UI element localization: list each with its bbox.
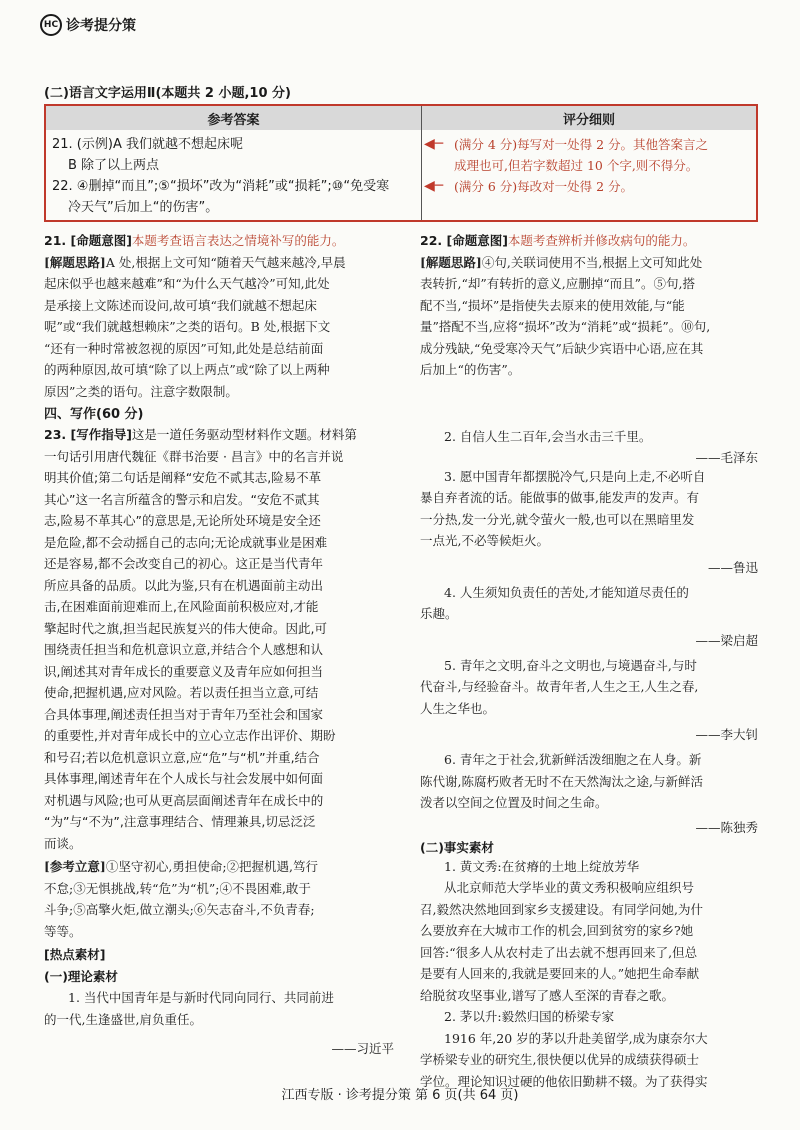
text-line: 其心”这一名言所蕴含的警示和启发。“安危不贰其 (44, 491, 320, 507)
guide-text (44, 424, 394, 854)
arrow-left-icon: ◀─ (424, 136, 444, 152)
answer-table (44, 104, 758, 222)
text-line: 斗争;⑤高擎火炬,做立潮头;⑥矢志奋斗,不负青春; (44, 902, 315, 917)
fact-1-title: 1. 黄文秀:在贫瘠的土地上绽放芳华 (444, 858, 640, 874)
fact-label: (二)事实素材 (420, 839, 494, 855)
text-line: 4. 人生须知负责任的苦处,才能知道尽责任的 (444, 584, 689, 600)
text-line: 回答:“很多人从农村走了出去就不想再回来了,但总 (420, 944, 698, 960)
text-line: 具体事理,阐述青年在个人成长与社会发展中如何面 (44, 771, 323, 786)
text-line: 1. 当代中国青年是与新时代同向同行、共同前进 (68, 990, 334, 1005)
text-line: 学位。理论知识过硬的他依旧勤耕不辍。为了获得实 (420, 1073, 708, 1089)
text-line: 后加上“的伤害”。 (420, 362, 521, 377)
quote-6 (420, 749, 758, 814)
text-line: “还有一种时常被忽视的原因”可知,此处是总结前面 (44, 340, 324, 356)
answer-column-header: 参考答案 (46, 106, 421, 130)
text-line: 围绕责任担当和危机意识立意,并结合个人感想和认 (44, 642, 323, 657)
text-line: [解题思路]A 处,根据上文可知“随着天气越来越冷,早晨 (44, 254, 346, 270)
text-line: 的两种原因,故可填“除了以上两点”或“除了以上两种 (44, 362, 330, 377)
inline-label: [解题思路] (44, 254, 106, 270)
text-line: [参考立意]①坚守初心,勇担使命;②把握机遇,笃行 (44, 859, 319, 874)
writing-section-title: 四、写作(60 分) (44, 407, 144, 422)
brand-logo-icon: HC (40, 14, 62, 36)
quote-5-author: ——李大钊 (695, 727, 758, 742)
text-line: 是要有人回来的,我就是要回来的人。”她把生命奉献 (420, 966, 700, 981)
text-line: 配不当,“损坏”是指使失去原来的使用效能,与“能 (420, 297, 685, 313)
quote-1-author: ——习近平 (331, 1041, 394, 1056)
inline-label: 23. [写作指导] (44, 427, 132, 442)
text-line: 对机遇与风险;也可从更高层面阐述青年在成长中的 (44, 792, 324, 808)
header-title: 诊考提分策 (66, 18, 136, 34)
text-line: 从北京师范大学毕业的黄文秀积极响应组织号 (444, 880, 695, 895)
text-line: 明其价值;第二句话是阐释“安危不贰其志,险易不革 (44, 470, 322, 485)
inline-label: [解题思路] (420, 254, 482, 270)
text-line: 人生之华也。 (420, 700, 496, 716)
q21-explanation: 21. [命题意图]本题考查语言表达之情境补写的能力。 [解题思路]A 处,根据上文可知“随着天气越来越冷,早晨 起床似乎也越来越难”和“为什么天气越冷”可知,此处 是承接上文陈述而设问,故可填“我们就越不想起床 呢”或“我们就越想赖床”之类的语句。B 处,根据下文 “还有一种时常被忽视的原因”可知,此处是总结前面 的两种原因,故可填“除了以上两点”或“除了以上两种 原因”之类的语句。注意字数限制。 (44, 230, 394, 402)
quote-1 (44, 987, 394, 1030)
quote-2: 2. 自信人生二百年,会当水击三千里。 (444, 429, 652, 444)
text-line: 起床似乎也越来越难”和“为什么天气越冷”可知,此处 (44, 276, 330, 291)
q22-explanation: 22. [命题意图]本题考查辨析并修改病句的能力。 [解题思路]④句,关联词使用不当,根据上文可知此处 表转折,“却”有转折的意义,应删掉“而且”。⑤句,搭 配不当,“损坏”是指使失去原来的使用效能,与“能 量”搭配不当,应将“损坏”改为“消耗”或“损耗”。⑩句, 成分残缺,“免受寒冷天气”后缺少宾语中心语,应在其 后加上“的伤害”。 (420, 230, 758, 381)
text-line: 呢”或“我们就越想赖床”之类的语句。B 处,根据下文 (44, 319, 331, 334)
text-line: 原因”之类的语句。注意字数限制。 (44, 383, 238, 399)
reference-ideas (44, 856, 394, 942)
hot-material-label: [热点素材] (44, 947, 106, 962)
text-line: 一分热,发一分光,就令萤火一般,也可以在黑暗里发 (420, 511, 695, 527)
text-line: 擎起时代之旗,担当起民族复兴的伟大使命。因此,可 (44, 620, 327, 636)
text-line: 23. [写作指导]这是一道任务驱动型材料作文题。材料第 (44, 427, 357, 442)
text-line: 代奋斗,与经验奋斗。故青年者,人生之王,人生之春, (420, 679, 699, 694)
text-line: 志,险易不革其心”的意思是,无论所处环境是安全还 (44, 513, 321, 528)
text-line: “为”与“不为”,注意事理结合、情理兼具,切忌泛泛 (44, 814, 316, 829)
text-line: 学桥梁专业的研究生,很快便以优异的成绩获得硕士 (420, 1052, 699, 1067)
text-line: 表转折,“却”有转折的意义,应删掉“而且”。⑤句,搭 (420, 276, 695, 291)
text-line: [解题思路]④句,关联词使用不当,根据上文可知此处 (420, 254, 703, 270)
text-line: 不怠;③无惧挑战,转“危”为“机”;④不畏困难,敢于 (44, 880, 311, 896)
text-line: 5. 青年之文明,奋斗之文明也,与境遇奋斗,与时 (444, 657, 697, 673)
text-line: 使命,把握机遇,应对风险。若以责任担当立意,可结 (44, 685, 319, 700)
text-line: 所应具备的品质。以此为鉴,只有在机遇面前主动出 (44, 577, 323, 593)
text-line: 乐趣。 (420, 606, 458, 621)
text-line: 给脱贫攻坚事业,谱写了感人至深的青春之歌。 (420, 987, 674, 1003)
quote-6-author: ——陈独秀 (695, 819, 758, 835)
text-line: 和号召;若以危机意识立意,应“危”与“机”并重,结合 (44, 749, 320, 765)
page-footer: 江西专版 · 诊考提分策 第 6 页(共 64 页) (281, 1088, 519, 1103)
arrow-left-icon: ◀─ (424, 178, 444, 194)
table-divider (421, 106, 422, 220)
quote-5 (420, 655, 758, 720)
scoring-column-header: 评分细则 (422, 106, 756, 130)
fact-1-text (420, 877, 758, 1006)
text-line: 的一代,生逢盛世,肩负重任。 (44, 1011, 202, 1027)
quote-4 (420, 582, 758, 625)
text-line: 召,毅然决然地回到家乡支援建设。有同学问她,为什 (420, 901, 703, 917)
fact-2-text (420, 1028, 758, 1093)
text-line: 3. 愿中国青年都摆脱冷气,只是向上走,不必听自 (444, 468, 706, 484)
text-line: 暴自弃者流的话。能做事的做事,能发声的发声。有 (420, 490, 699, 505)
text-line: 识,阐述其对青年成长的重要意义及青年应如何担当 (44, 663, 323, 679)
text-line: 泼者以空间之位置及时间之生命。 (420, 795, 608, 810)
quote-2-author: ——毛泽东 (695, 449, 758, 465)
text-line: 1916 年,20 岁的茅以升赴美留学,成为康奈尔大 (444, 1030, 708, 1046)
quote-4-author: ——梁启超 (695, 632, 758, 648)
answer-21: 21. (示例)A 我们就越不想起床呢 B 除了以上两点 (52, 137, 243, 173)
text-line: 的重要性,并对青年成长中的立心立志作出评价、期盼 (44, 728, 336, 743)
text-line: 陈代谢,陈腐朽败者无时不在天然淘汰之途,与新鲜活 (420, 773, 703, 789)
writing-guide (44, 424, 394, 1060)
text-line: 成分残缺,“免受寒冷天气”后缺少宾语中心语,应在其 (420, 340, 704, 356)
q21-approach (44, 252, 394, 403)
text-line: 而谈。 (44, 835, 82, 851)
theory-label: (一)理论素材 (44, 968, 118, 984)
text-line: 一句话引用唐代魏征《群书治要 · 昌言》中的名言并说 (44, 448, 344, 464)
q22-approach (420, 252, 758, 381)
page-header (40, 14, 136, 36)
text-line: 等等。 (44, 923, 82, 939)
section-title: (二)语言文字运用Ⅱ(本题共 2 小题,10 分) (44, 86, 291, 101)
text-line: 合具体事理,阐述责任担当对于青年乃至社会和国家 (44, 706, 323, 722)
text-line: 是承接上文陈述而设问,故可填“我们就越不想起床 (44, 297, 317, 313)
text-line: 击,在困难面前迎难而上,在风险面前积极应对,才能 (44, 599, 319, 614)
answer-22: 22. ④删掉“而且”;⑤“损坏”改为“消耗”或“损耗”;⑩“免受寒 冷天气”后加上“的伤害”。 (52, 179, 390, 215)
text-line: 还是容易,都不会改变自己的初心。这正是当代青年 (44, 556, 323, 571)
text-line: 么要放弃在大城市工作的机会,回到贫穷的家乡?她 (420, 923, 694, 938)
text-line: 是危险,都不会动摇自己的志向;无论成就事业是困难 (44, 534, 328, 550)
inline-label: [参考立意] (44, 859, 106, 874)
text-line: 量”搭配不当,应将“损坏”改为“消耗”或“损耗”。⑩句, (420, 319, 711, 334)
text-line: 6. 青年之于社会,犹新鲜活泼细胞之在人身。新 (444, 752, 702, 767)
fact-2-title: 2. 茅以升:毅然归国的桥梁专家 (444, 1009, 615, 1024)
quote-3 (420, 466, 758, 552)
quote-3-author: ——鲁迅 (707, 559, 758, 575)
scoring-22: (满分 6 分)每改对一处得 2 分。 (454, 179, 634, 194)
quotes-column (420, 426, 758, 1092)
scoring-21: (满分 4 分)每写对一处得 2 分。其他答案言之 成理也可,但若字数超过 10 个字,则不得分。 (454, 137, 709, 173)
text-line: 一点光,不必等候炬火。 (420, 533, 549, 548)
